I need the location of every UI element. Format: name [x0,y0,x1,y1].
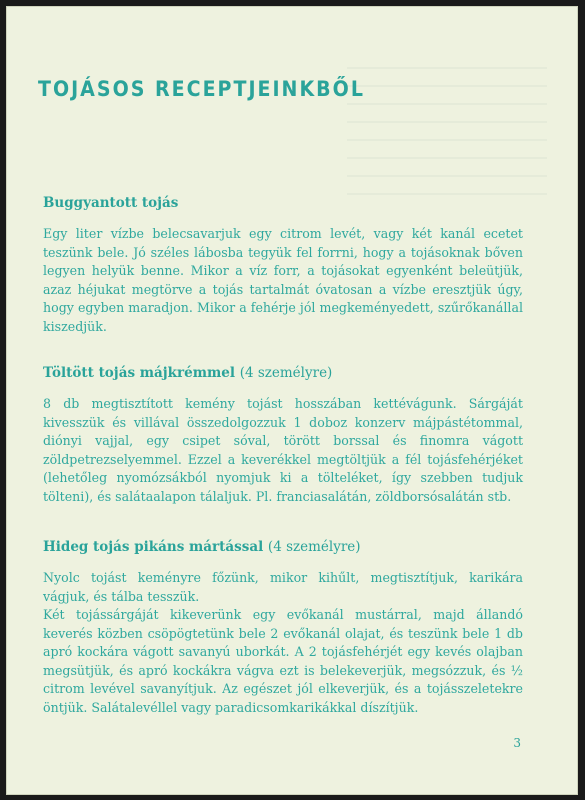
recipe-name: Töltött tojás májkrémmel [43,365,235,381]
page-number: 3 [513,736,521,750]
recipe-serving-note: (4 személyre) [239,365,333,381]
page-title: TOJÁSOS RECEPTJEINKBŐL [38,77,365,102]
show-through-texture [347,67,547,207]
recipe-toltott [43,365,523,506]
recipe-name: Buggyantott tojás [43,195,179,211]
recipe-hideg [43,539,523,717]
recipe-serving-note: (4 személyre) [267,539,361,555]
recipe-paragraph: Két tojássárgáját kikeverünk egy evőkanál mustárral, majd állandó keverés közben csöpögtetünk bele 2 evőkanál olajat, és teszünk bele 1 db apró kockára vágott savanyú uborkát. A 2 tojásfehérjét egy kevés olajban megsütjük, és apró kockákra vágva ezt is belekeverjük, megsózzuk, és ½ citrom levével savanyítjuk. Az egészet jól elkeverjük, és a tojásszeletekre öntjük. Salátalevéllel vagy paradicsomkarikákkal díszítjük. [43,607,523,715]
recipe-buggyantott [43,195,523,336]
recipe-heading [43,539,523,555]
recipe-paragraph: 8 db megtisztított kemény tojást hosszában kettévágunk. Sárgáját kivesszük és villával összedolgozzuk 1 doboz konzerv májpástétommal, diónyi vajjal, egy csipet sóval, törött borssal és finomra vágott zöldpetrezselyemmel. Ezzel a keverékkel megtöltjük a fél tojásfehérjéket (lehetőleg nyomózsákból nyomjuk ki a tölteléket, így szebben tudjuk tölteni), és salátaalapon tálaljuk. Pl. franciasalátán, zöldborsósalátán stb. [43,396,523,504]
recipe-paragraph: Egy liter vízbe belecsavarjuk egy citrom levét, vagy két kanál ecetet teszünk bele. Jó széles lábosba tegyük fel forrni, hogy a tojásoknak bőven legyen helyük benne. Mikor a víz forr, a tojásokat egyenként beleütjük, azaz héjukat megtörve a tojás tartalmát óvatosan a vízbe eresztjük úgy, hogy egyben maradjon. Mikor a fehérje jól megkeményedett, szűrőkanállal kiszedjük. [43,226,523,334]
recipe-heading [43,365,523,381]
recipe-paragraph: Nyolc tojást keményre főzünk, mikor kihűlt, megtisztítjuk, karikára vágjuk, és tálba tesszük. [43,570,523,604]
recipe-name: Hideg tojás pikáns mártással [43,539,264,555]
recipe-heading [43,195,523,211]
book-page [6,6,578,795]
